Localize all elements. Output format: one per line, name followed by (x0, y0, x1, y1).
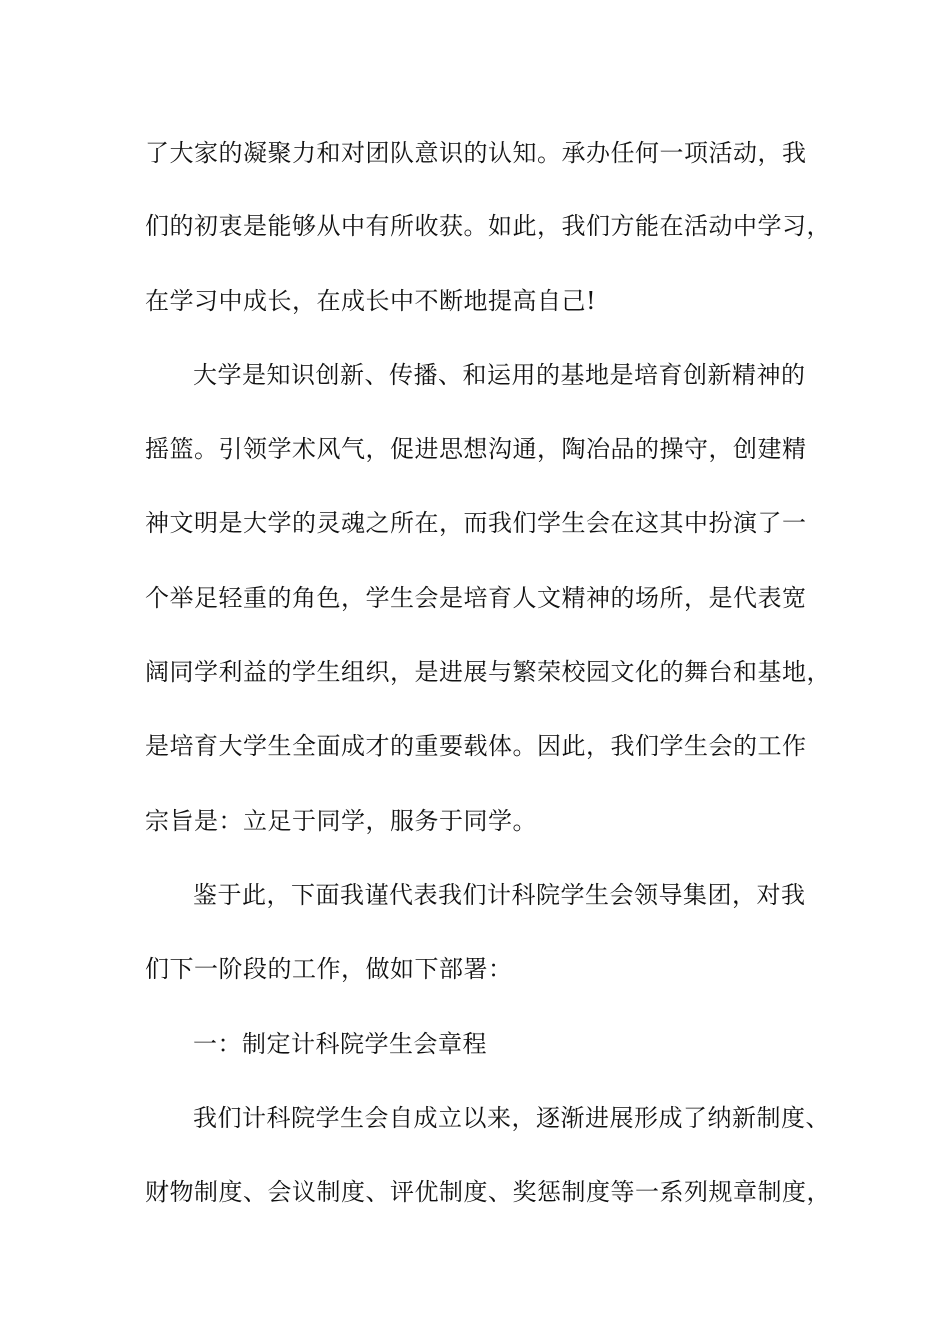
paragraph-line: 是培育大学生全面成才的重要载体。因此，我们学生会的工作 (145, 732, 807, 760)
paragraph-line: 们下一阶段的工作，做如下部署： (145, 955, 513, 983)
paragraph-line: 我们计科院学生会自成立以来，逐渐进展形成了纳新制度、 (193, 1104, 830, 1132)
paragraph-line: 宗旨是：立足于同学，服务于同学。 (145, 807, 537, 835)
paragraph-line: 阔同学利益的学生组织，是进展与繁荣校园文化的舞台和基地， (145, 658, 831, 686)
paragraph-line: 大学是知识创新、传播、和运用的基地是培育创新精神的 (193, 361, 806, 389)
paragraph-line: 个举足轻重的角色，学生会是培育人文精神的场所，是代表宽 (145, 584, 807, 612)
paragraph-line: 摇篮。引领学术风气，促进思想沟通，陶冶品的操守，创建精 (145, 435, 807, 463)
paragraph-line: 们的初衷是能够从中有所收获。如此，我们方能在活动中学习， (145, 212, 831, 240)
paragraph-line: 神文明是大学的灵魂之所在，而我们学生会在这其中扮演了一 (145, 509, 807, 537)
paragraph-line: 了大家的凝聚力和对团队意识的认知。承办任何一项活动，我 (145, 139, 807, 167)
section-heading: 一：制定计科院学生会章程 (193, 1030, 487, 1058)
paragraph-line: 鉴于此，下面我谨代表我们计科院学生会领导集团，对我 (193, 881, 806, 909)
paragraph-line: 财物制度、会议制度、评优制度、奖惩制度等一系列规章制度， (145, 1178, 831, 1206)
paragraph-line: 在学习中成长，在成长中不断地提高自己! (145, 287, 597, 315)
